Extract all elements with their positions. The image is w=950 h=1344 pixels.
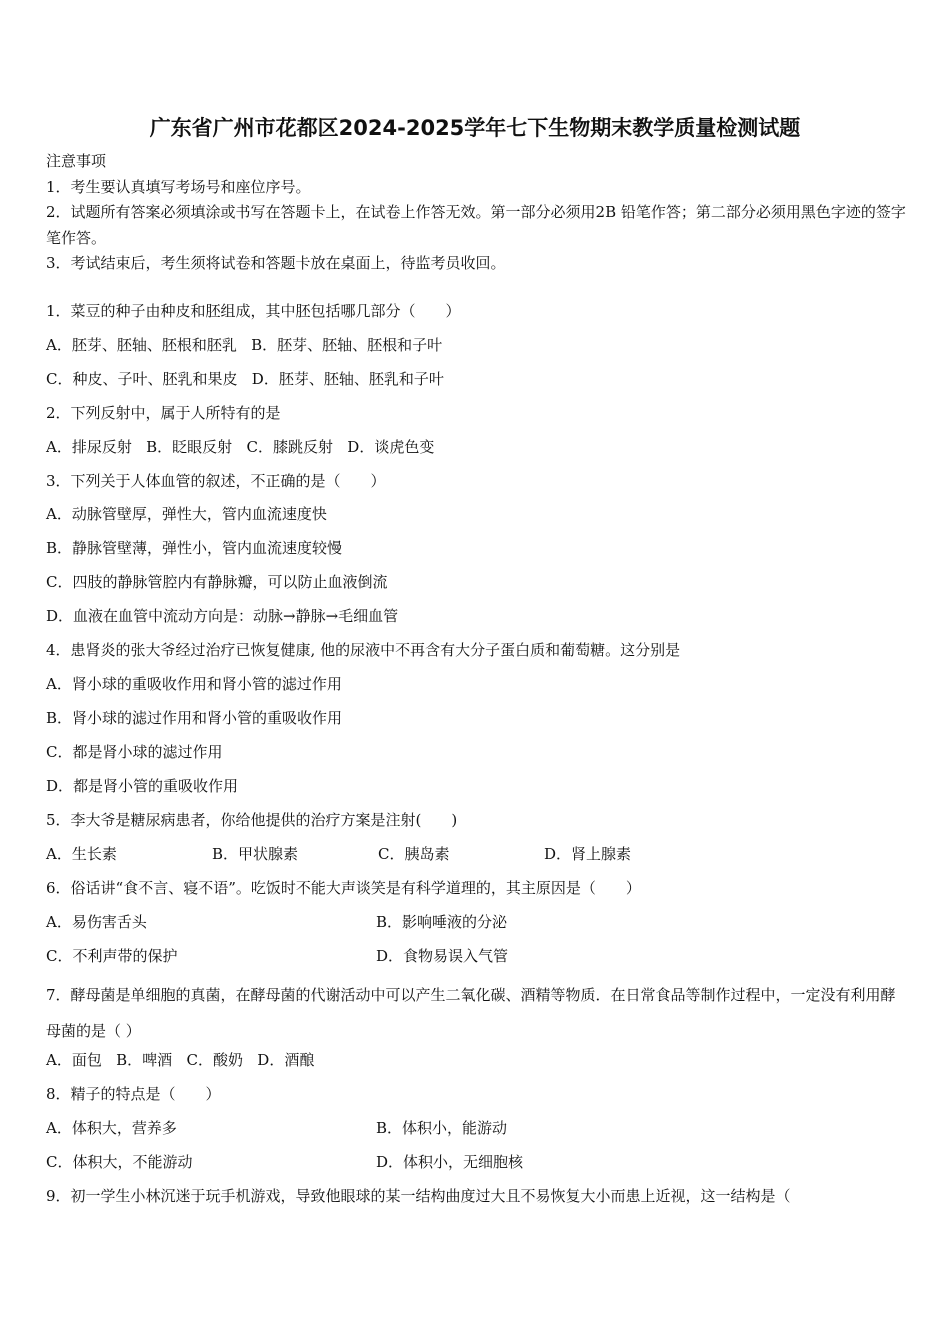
option: D．血液在血管中流动方向是：动脉→静脉→毛细血管	[46, 607, 399, 625]
notice-item: 2．试题所有答案必须填涂或书写在答题卡上，在试卷上作答无效。第一部分必须用2B 铅笔作答；第二部分必须用黑色字迹的签字笔作答。	[46, 203, 906, 247]
option: B．啤酒	[116, 1051, 173, 1069]
option: D．胚芽、胚轴、胚乳和子叶	[251, 370, 444, 388]
option: B．肾小球的滤过作用和肾小管的重吸收作用	[46, 709, 343, 727]
question-stem: 1．菜豆的种子由种皮和胚组成，其中胚包括哪几部分（ ）	[46, 302, 461, 320]
option: B．甲状腺素	[212, 845, 299, 863]
option: A．动脉管壁厚，弹性大，管内血流速度快	[46, 505, 327, 523]
option: A．生长素	[46, 845, 117, 863]
option: A．易伤害舌头	[46, 913, 147, 931]
question-stem: 8．精子的特点是（ ）	[46, 1085, 221, 1103]
question-stem: 2．下列反射中，属于人所特有的是	[46, 404, 281, 422]
option: B．影响唾液的分泌	[376, 913, 508, 931]
option: A．体积大，营养多	[46, 1119, 177, 1137]
option: B．体积小，能游动	[376, 1119, 508, 1137]
exam-title: 广东省广州市花都区2024-2025学年七下生物期末教学质量检测试题	[149, 116, 801, 140]
option-row	[46, 844, 631, 864]
option: C．膝跳反射	[246, 438, 333, 456]
question-stem: 6．俗话讲“食不言、寝不语”。吃饭时不能大声谈笑是有科学道理的，其主原因是（ ）	[46, 879, 641, 897]
question-stem: 4．患肾炎的张大爷经过治疗已恢复健康, 他的尿液中不再含有大分子蛋白质和葡萄糖。这分别是	[46, 641, 681, 659]
option: A．面包	[46, 1051, 102, 1069]
option: A．肾小球的重吸收作用和肾小管的滤过作用	[46, 675, 342, 693]
option: B．胚芽、胚轴、胚根和子叶	[251, 336, 443, 354]
option: A．排尿反射	[46, 438, 132, 456]
option: C．不利声带的保护	[46, 947, 178, 965]
option: C．体积大，不能游动	[46, 1153, 193, 1171]
option: C．都是肾小球的滤过作用	[46, 743, 223, 761]
option: B．眨眼反射	[146, 438, 233, 456]
question-stem: 5．李大爷是糖尿病患者，你给他提供的治疗方案是注射( )	[46, 811, 458, 829]
option-row	[46, 369, 444, 389]
option: D．肾上腺素	[544, 845, 632, 863]
option: C．四肢的静脉管腔内有静脉瓣，可以防止血液倒流	[46, 573, 388, 591]
option: D．谈虎色变	[347, 438, 435, 456]
option: B．静脉管壁薄，弹性小，管内血流速度较慢	[46, 539, 343, 557]
notice-item: 3．考试结束后，考生须将试卷和答题卡放在桌面上，待监考员收回。	[46, 254, 506, 272]
option: C．胰岛素	[378, 845, 450, 863]
option-row	[46, 1050, 314, 1070]
option: D．食物易误入气管	[376, 947, 509, 965]
option: C．种皮、子叶、胚乳和果皮	[46, 370, 238, 388]
option: A．胚芽、胚轴、胚根和胚乳	[46, 336, 237, 354]
notice-heading: 注意事项	[46, 152, 107, 170]
question-stem: 9．初一学生小林沉迷于玩手机游戏，导致他眼球的某一结构曲度过大且不易恢复大小而患上近视，这一结构是（	[46, 1187, 791, 1205]
option: D．体积小，无细胞核	[376, 1153, 524, 1171]
option-row	[46, 335, 442, 355]
notice-item: 1．考生要认真填写考场号和座位序号。	[46, 178, 311, 196]
question-stem: 7．酵母菌是单细胞的真菌，在酵母菌的代谢活动中可以产生二氧化碳、酒精等物质．在日常食品等制作过程中，一定没有利用酵母菌的是（ ）	[46, 986, 896, 1040]
option: D．都是肾小管的重吸收作用	[46, 777, 239, 795]
question-stem: 3．下列关于人体血管的叙述，不正确的是（ ）	[46, 472, 386, 490]
option: D．酒酿	[257, 1051, 315, 1069]
option: C．酸奶	[186, 1051, 243, 1069]
option-row	[46, 437, 434, 457]
